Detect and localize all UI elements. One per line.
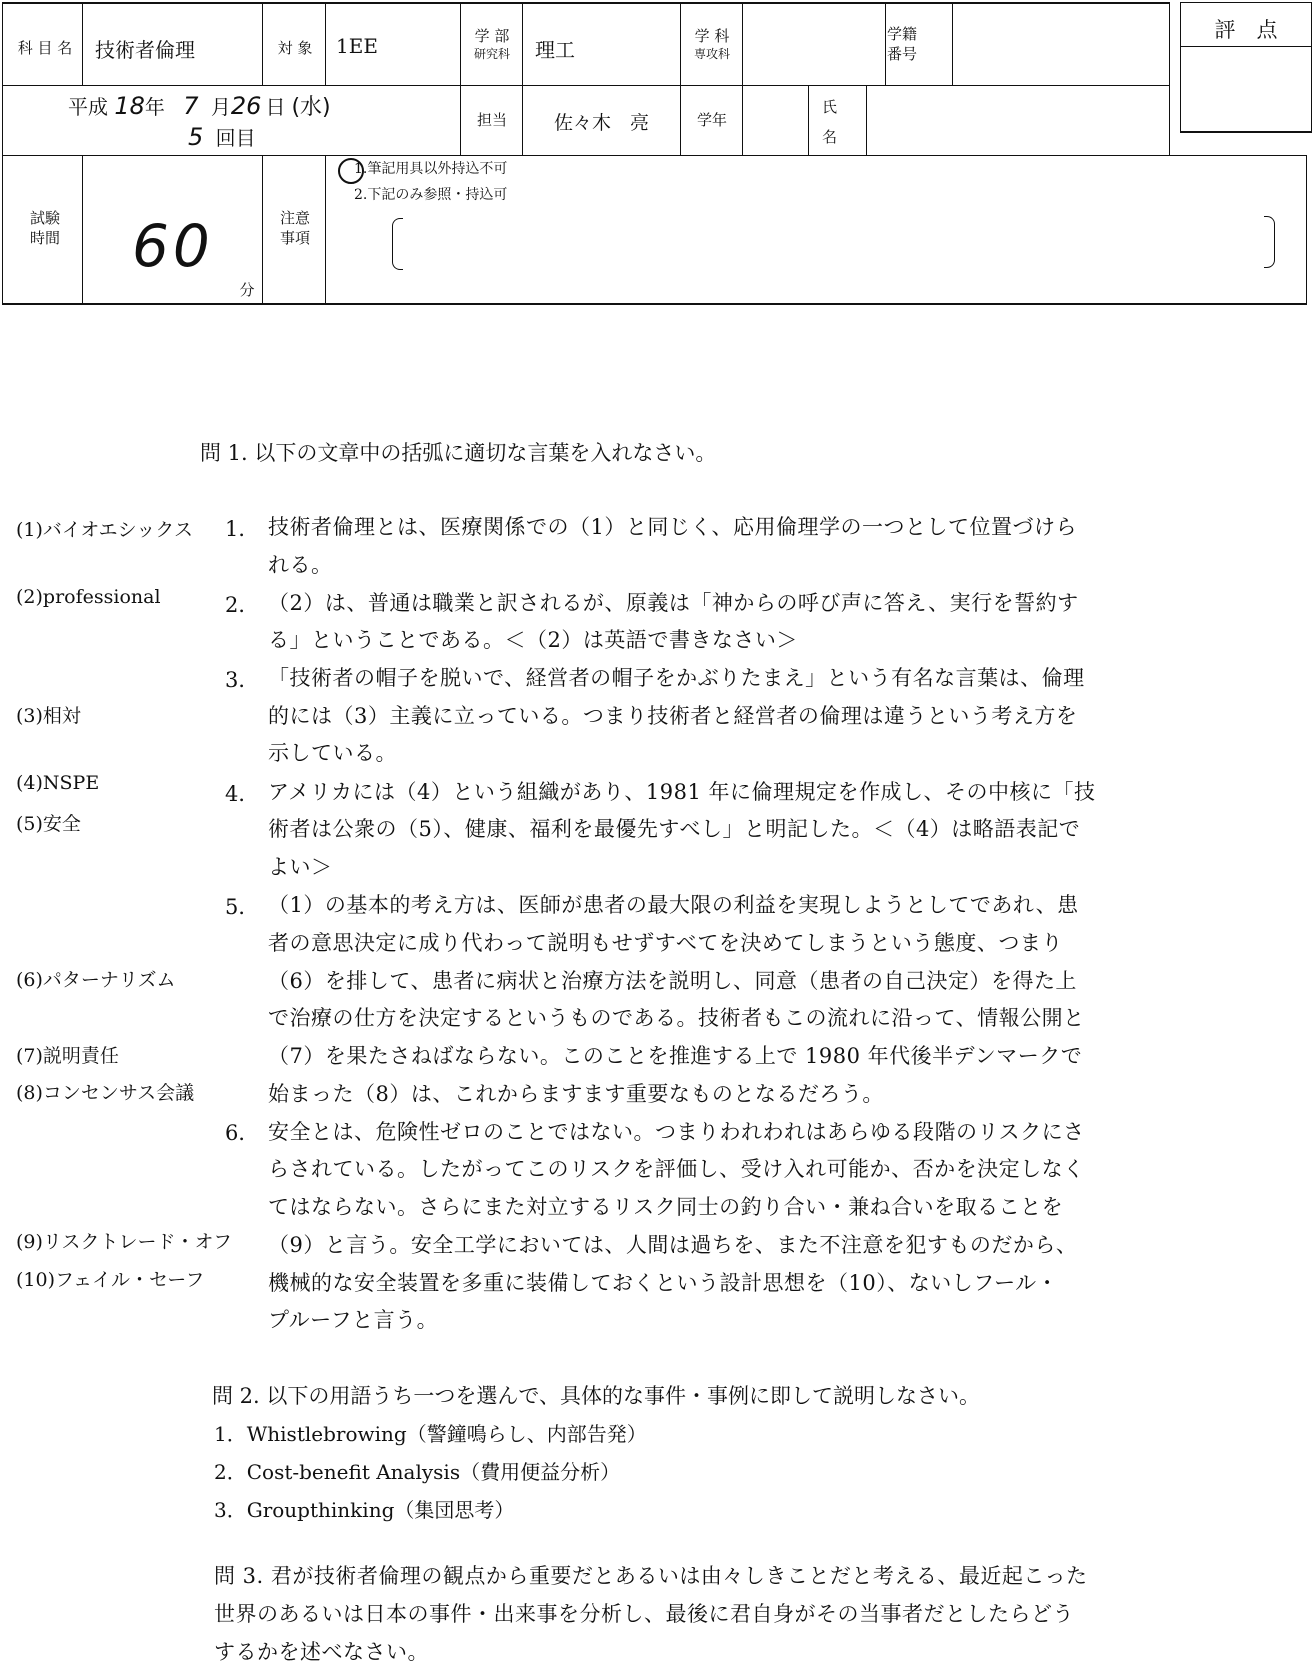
student-number-label [887, 24, 952, 65]
exam-time-label [8, 208, 82, 249]
answer-2: (2)professional [16, 586, 161, 608]
q1-line-8: アメリカには（4）という組織があり、1981 年に倫理規定を作成し、その中核に「技 [268, 780, 1096, 804]
faculty-label [462, 26, 522, 62]
q1-line-16: 始まった（8）は、これからますます重要なものとなるだろう。 [268, 1082, 884, 1106]
answer-10: (10)フェイル・セーフ [16, 1269, 205, 1291]
notes-option-1: 1.筆記用具以外持込不可 [354, 161, 508, 177]
answer-3: (3)相対 [16, 705, 81, 727]
exam-time-value: 60 [132, 212, 214, 280]
notes-option-1-circle-mark [338, 158, 364, 184]
q1-line-21: 機械的な安全装置を多重に装備しておくという設計思想を（10）、ないしフール・ [268, 1271, 1059, 1295]
q1-line-20: （9）と言う。安全工学においては、人間は過ちを、また不注意を犯すものだから、 [268, 1233, 1078, 1257]
q1-line-6: 的には（3）主義に立っている。つまり技術者と経営者の倫理は違うという考え方を [268, 704, 1078, 728]
faculty-value: 理工 [535, 38, 575, 62]
q1-line-10: よい＞ [268, 855, 333, 879]
q1-line-3: （2）は、普通は職業と訳されるが、原義は「神からの呼び声に答え、実行を誓約す [268, 591, 1079, 615]
department-label-line2: 専攻科 [693, 47, 730, 62]
target-value: 1EE [336, 34, 378, 58]
answer-5: (5)安全 [16, 813, 81, 835]
date-year-unit: 年 [144, 95, 165, 119]
question-2-option-2: 2．Cost-benefit Analysis（費用便益分析） [214, 1460, 621, 1484]
teacher-value: 佐々木 亮 [554, 112, 650, 134]
subject-label: 科 目 名 [17, 39, 73, 57]
q1-line-2: れる。 [268, 553, 333, 577]
q1-line-19: てはならない。さらにまた対立するリスク同士の釣り合い・兼ね合いを取ることを [268, 1195, 1064, 1219]
q1-line-14: で治療の仕方を決定するというものである。技術者もこの流れに沿って、情報公開と [268, 1006, 1085, 1030]
q1-line-15: （7）を果たさねばならない。このことを推進する上で 1980 年代後半デンマークで [268, 1044, 1083, 1068]
item-number-1: 1． [225, 517, 260, 541]
item-number-3: 3． [225, 668, 260, 692]
date-year: 18 [114, 92, 145, 120]
item-number-2: 2． [225, 593, 260, 617]
q1-line-5: 「技術者の帽子を脱いで、経営者の帽子をかぶりたまえ」という有名な言葉は、倫理 [268, 666, 1085, 690]
q1-line-4: る」ということである。＜（2）は英語で書きなさい＞ [268, 628, 798, 652]
date-line [68, 90, 331, 121]
q1-line-17: 安全とは、危険性ゼロのことではない。つまりわれわれはあらゆる段階のリスクにさ [268, 1120, 1085, 1144]
name-label-line2: 名 [822, 128, 838, 146]
q1-line-22: プルーフと言う。 [268, 1308, 439, 1332]
q1-line-7: 示している。 [268, 741, 397, 765]
answer-1: (1)バイオエシックス [16, 519, 194, 541]
exam-time-label-line1: 試験 [29, 209, 60, 227]
teacher-label: 担当 [476, 111, 507, 129]
q1-line-13: （6）を排して、患者に病状と治療方法を説明し、同意（患者の自己決定）を得た上 [268, 969, 1077, 993]
notes-label-line2: 事項 [279, 229, 310, 248]
question-3-line-2: 世界のあるいは日本の事件・出来事を分析し、最後に君自身がその当事者だとしたらどう [214, 1602, 1074, 1626]
student-number-label-line1: 学籍 [887, 25, 918, 43]
question-3-line-3: するかを述べなさい。 [214, 1640, 429, 1664]
session-line [188, 122, 256, 151]
notes-label [265, 208, 325, 249]
date-day-unit: 日 [265, 95, 286, 119]
answer-7: (7)説明責任 [16, 1045, 119, 1067]
notes-option-2: 2.下記のみ参照・持込可 [354, 187, 508, 203]
date-weekday: (水) [291, 95, 331, 120]
notes-bracket-right [1264, 216, 1275, 268]
date-day: 26 [230, 92, 262, 120]
question-1-title: 問 1. 以下の文章中の括弧に適切な言葉を入れなさい。 [200, 441, 717, 465]
department-label [682, 26, 742, 62]
q1-line-1: 技術者倫理とは、医療関係での（1）と同じく、応用倫理学の一つとして位置づけら [268, 515, 1077, 539]
date-month-unit: 月 [210, 95, 231, 119]
item-number-4: 4． [225, 782, 260, 806]
question-3-line-1: 問 3. 君が技術者倫理の観点から重要だとあるいは由々しきことだと考える、最近起こった [214, 1564, 1088, 1588]
answer-9: (9)リスクトレード・オフ [16, 1231, 232, 1253]
q1-line-9: 術者は公衆の（5）、健康、福利を最優先すべし」と明記した。＜（4）は略語表記で [268, 817, 1081, 841]
question-2-option-1: 1．Whistlebrowing（警鐘鳴らし、内部告発） [214, 1422, 647, 1446]
name-label [822, 92, 852, 152]
name-label-line1: 氏 [822, 98, 838, 116]
score-label: 評 点 [1214, 18, 1278, 42]
session-number: 5 [188, 123, 204, 151]
answer-6: (6)パターナリズム [16, 969, 176, 991]
date-prefix: 平成 [68, 95, 108, 119]
item-number-6: 6． [225, 1121, 260, 1145]
answer-8: (8)コンセンサス会議 [16, 1082, 195, 1104]
answer-4: (4)NSPE [16, 772, 100, 794]
student-number-label-line2: 番号 [887, 45, 918, 64]
exam-time-unit: 分 [239, 281, 255, 299]
faculty-label-line2: 研究科 [473, 47, 510, 62]
faculty-label-line1: 学 部 [474, 27, 510, 45]
item-number-5: 5． [225, 895, 260, 919]
exam-time-label-line2: 時間 [29, 229, 60, 248]
notes-label-line1: 注意 [279, 209, 310, 227]
grade-label: 学年 [696, 111, 727, 129]
q1-line-12: 者の意思決定に成り代わって説明もせずすべてを決めてしまうという態度、つまり [268, 931, 1063, 955]
date-month: 7 [183, 92, 199, 120]
subject-value: 技術者倫理 [95, 38, 195, 62]
notes-bracket-left [392, 218, 403, 270]
session-unit: 回目 [215, 126, 256, 150]
target-label: 対 象 [277, 39, 313, 57]
q1-line-18: らされている。したがってこのリスクを評価し、受け入れ可能か、否かを決定しなく [268, 1157, 1085, 1181]
department-label-line1: 学 科 [694, 27, 730, 45]
question-2-title: 問 2. 以下の用語うち一つを選んで、具体的な事件・事例に即して説明しなさい。 [212, 1384, 980, 1408]
q1-line-11: （1）の基本的考え方は、医師が患者の最大限の利益を実現しようとしてであれ、患 [268, 893, 1079, 917]
question-2-option-3: 3．Groupthinking（集団思考） [214, 1498, 515, 1522]
